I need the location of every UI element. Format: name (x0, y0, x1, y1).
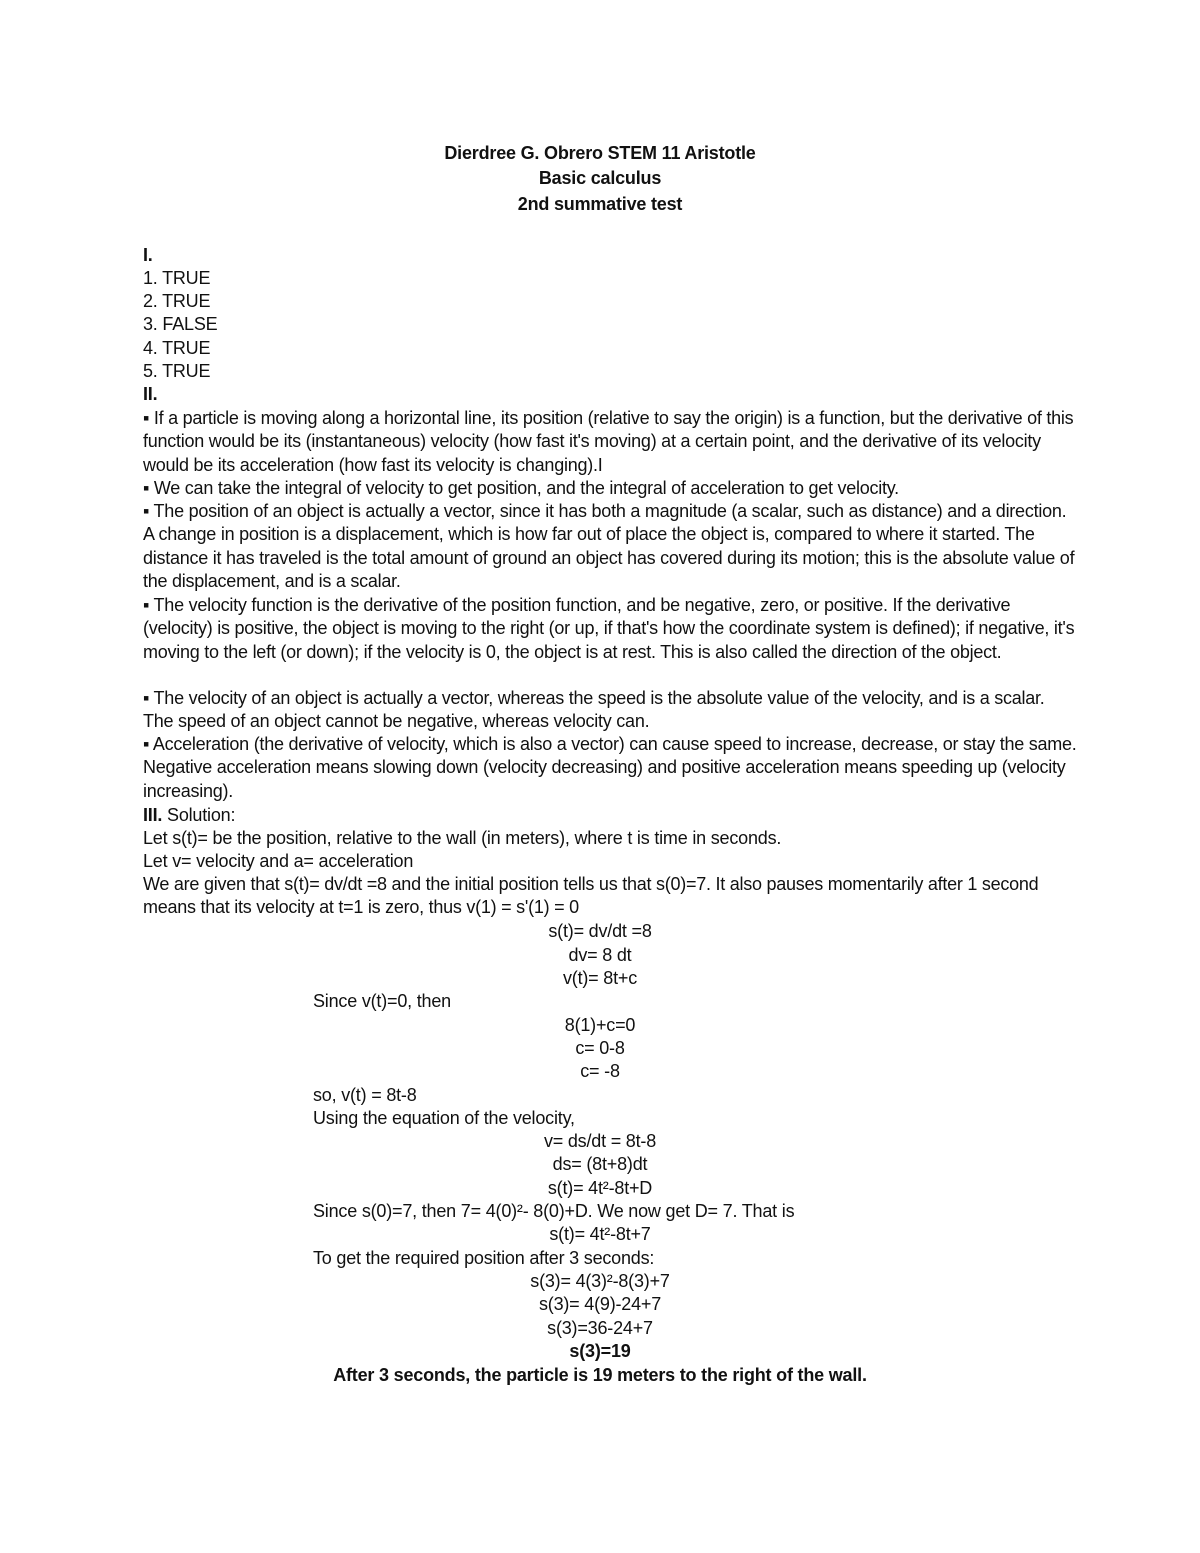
equation: s(t)= 4t²-8t+D (547, 1178, 653, 1198)
answer-1: 1. TRUE (143, 268, 211, 288)
answer-5: 5. TRUE (143, 361, 211, 381)
bullet-paragraph: ▪ The velocity of an object is actually a vector, whereas the speed is the absolute value of the velocity, and is a scalar. The speed of an object cannot be negative, whereas velocity can. (143, 688, 1045, 732)
step-text: To get the required position after 3 seconds: (313, 1248, 655, 1268)
equation: v(t)= 8t+c (562, 968, 638, 988)
answer-3: 3. FALSE (143, 314, 218, 334)
bullet-paragraph: ▪ We can take the integral of velocity to get position, and the integral of acceleration to get velocity. (143, 478, 899, 498)
equation: c= -8 (580, 1061, 620, 1081)
section-2-heading: II. (143, 384, 158, 404)
equation: s(t)= 4t²-8t+7 (549, 1224, 651, 1244)
answer-4: 4. TRUE (143, 338, 211, 358)
final-result: s(3)=19 (569, 1341, 631, 1361)
test-title: 2nd summative test (517, 194, 683, 214)
equation: 8(1)+c=0 (564, 1015, 636, 1035)
equation: v= ds/dt = 8t-8 (543, 1131, 657, 1151)
step-text: Using the equation of the velocity, (313, 1108, 575, 1128)
section-3-heading: III. (143, 805, 163, 825)
solution-intro: Let v= velocity and a= acceleration (143, 851, 414, 871)
bullet-paragraph: ▪ If a particle is moving along a horizontal line, its position (relative to say the origin) is a function, but the derivative of this function would be its (instantaneous) velocity (how fast it's moving) at a certain point, and the derivative of its velocity would be its acceleration (how fast its velocity is changing).I (143, 408, 1074, 475)
solution-label: Solution: (162, 805, 236, 825)
solution-intro: We are given that s(t)= dv/dt =8 and the initial position tells us that s(0)=7. It also pauses momentarily after 1 second means that its velocity at t=1 is zero, thus v(1) = s'(1) = 0 (143, 874, 1039, 918)
equation: s(3)= 4(3)²-8(3)+7 (530, 1271, 670, 1291)
solution-intro: Let s(t)= be the position, relative to the wall (in meters), where t is time in seconds. (143, 828, 782, 848)
author-heading: Dierdree G. Obrero STEM 11 Aristotle (444, 143, 756, 163)
step-text: so, v(t) = 8t-8 (313, 1085, 417, 1105)
equation: s(3)=36-24+7 (547, 1318, 653, 1338)
equation: dv= 8 dt (568, 945, 632, 965)
step-text: Since v(t)=0, then (313, 991, 451, 1011)
bullet-paragraph: ▪ The velocity function is the derivative of the position function, and be negative, zero, or positive. If the derivative (velocity) is positive, the object is moving to the right (or up, if that's how the coordinate system is defined); if negative, it's moving to the left (or down); if the velocity is 0, the object is at rest. This is also called the direction of the object. (143, 595, 1075, 662)
bullet-paragraph: ▪ Acceleration (the derivative of velocity, which is also a vector) can cause speed to increase, decrease, or stay the same. Negative acceleration means slowing down (velocity decreasing) and positive acceleration means speeding up (velocity increasing). (143, 734, 1077, 801)
conclusion: After 3 seconds, the particle is 19 meters to the right of the wall. (333, 1365, 867, 1385)
equation: s(3)= 4(9)-24+7 (538, 1294, 662, 1314)
equation: ds= (8t+8)dt (552, 1154, 648, 1174)
equation: s(t)= dv/dt =8 (548, 921, 652, 941)
section-1-heading: I. (143, 245, 153, 265)
subject-heading: Basic calculus (538, 168, 662, 188)
bullet-paragraph: ▪ The position of an object is actually a vector, since it has both a magnitude (a scalar, such as distance) and a direction. A change in position is a displacement, which is how far out of place the object is, compared to where it started. The distance it has traveled is the total amount of ground an object has covered during its motion; this is the absolute value of the displacement, and is a scalar. (143, 501, 1075, 592)
section-3-heading-line (143, 804, 235, 827)
equation: c= 0-8 (575, 1038, 625, 1058)
step-text: Since s(0)=7, then 7= 4(0)²- 8(0)+D. We now get D= 7. That is (313, 1201, 795, 1221)
answer-2: 2. TRUE (143, 291, 211, 311)
